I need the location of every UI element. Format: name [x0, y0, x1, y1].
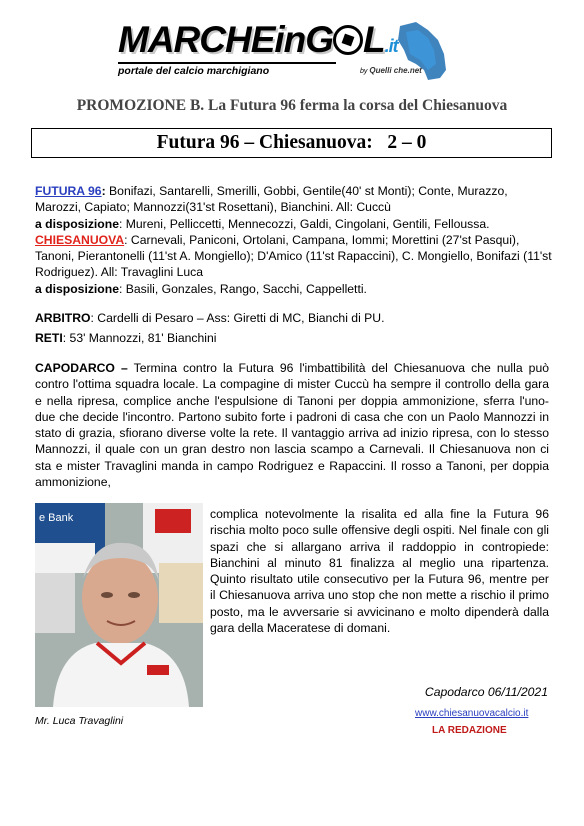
logo-by-prefix: by	[360, 68, 368, 75]
goals-label: RETI	[35, 331, 63, 345]
logo-by-brand: Quelli che.net	[369, 66, 422, 75]
editorial-signature: LA REDAZIONE	[432, 725, 507, 736]
site-logo[interactable]	[112, 18, 442, 77]
home-team-name: FUTURA 96	[35, 184, 102, 198]
away-bench	[35, 281, 555, 297]
away-players: : Carnevali, Paniconi, Ortolani, Campana, Iommi; Morettini (27'st Pasqui), Tanoni, Pierantonelli (11'st A. Mongiello); D'Amico (11'st Rapaccini), C. Mongiello, Bonifazi (11'st Rodriguez). All: Travaglini Luca	[35, 232, 552, 280]
match-officials	[35, 310, 555, 350]
article-side-text: complica notevolmente la risalita ed alla fine la Futura 96 rischia molto poco sulle offensive degli ospiti. Nel finale con gli spazi che si allargano arriva il raddoppio in contropiede: Bianchini al minuto 81 finalizza al meglio una ripartenza. Quinto risultato utile consecutivo per la Futura 96, mentre per il Chiesanuova arriva uno stop che non mette a rischio il primo posto, ma le avversarie si avvicinano e molto dipenderà dalla gara della Maceratese di domani.	[210, 507, 549, 635]
away-bench-players: : Basili, Gonzales, Rango, Sacchi, Cappelletti.	[118, 281, 367, 296]
home-lineup	[35, 183, 555, 216]
photo-caption: Mr. Luca Travaglini	[35, 715, 124, 727]
home-team-colon: :	[101, 184, 106, 198]
coach-photo	[35, 503, 203, 707]
logo-tld: .it	[384, 36, 398, 56]
lineups	[35, 183, 555, 297]
article-body	[35, 360, 549, 490]
article-dateline: Capodarco 06/11/2021	[424, 685, 548, 699]
article-text-top: Termina contro la Futura 96 l'imbattibilità del Chiesanuova che nulla può contro l'ottima squadra locale. La compagine di mister Cuccù ha sempre il controllo della gara e nella ripresa, complice anche l'espulsione di Tanoni per doppia ammonizione, sferra l'uno-due che decide l'incontro. Partono subito forte i padroni di casa che con un Paolo Mannozzi in stato di grazia, sfiorano diverse volte la rete. Il vantaggio arriva ad inizio ripresa, con lo stesso Mannozzi, il quale con un gran destro non lascia scampo a Carnevali. Il Chiesanuova non ci sta e mister Travaglini manda in campo Rodriguez e Rapaccini. Il rosso a Tanoni, per doppia ammonizione,	[35, 361, 550, 489]
photo-banner-text: e Bank	[39, 512, 74, 524]
website-link[interactable]: www.chiesanuovacalcio.it	[415, 708, 529, 719]
logo-name: MARCHEinG	[118, 19, 334, 60]
away-lineup	[35, 232, 555, 281]
logo-wordmark	[118, 18, 398, 68]
logo-by	[360, 66, 422, 75]
referee-line	[35, 310, 555, 326]
home-bench-players: : Mureni, Pelliccetti, Mennecozzi, Galdi, Cingolani, Gentili, Felloussa.	[118, 216, 490, 231]
away-team-name: CHIESANUOVA	[35, 232, 125, 247]
article-dateline-place: CAPODARCO –	[35, 361, 128, 375]
referee-label: ARBITRO	[35, 311, 91, 325]
away-bench-label: a disposizione	[35, 281, 119, 296]
home-players: Bonifazi, Santarelli, Smerilli, Gobbi, Gentile(40' st Monti); Conte, Murazzo, Marozzi, Capiato; Mannozzi(31'st Rosettani), Bianchini. All: Cuccù	[35, 184, 508, 215]
home-bench	[35, 216, 555, 232]
logo-name-end: L	[363, 19, 385, 60]
match-score-title: Futura 96 – Chiesanuova: 2 – 0	[31, 128, 552, 158]
goals-line	[35, 330, 555, 346]
coach-portrait-image	[35, 503, 203, 707]
article-paragraph	[35, 360, 549, 490]
logo-tagline: portale del calcio marchigiano	[118, 62, 336, 77]
page-headline: PROMOZIONE B. La Futura 96 ferma la corsa del Chiesanuova	[76, 97, 508, 114]
football-icon	[333, 25, 363, 55]
referee-value: : Cardelli di Pesaro – Ass: Giretti di MC, Bianchi di PU.	[90, 311, 385, 325]
home-bench-label: a disposizione	[35, 216, 119, 231]
goals-value: : 53' Mannozzi, 81' Bianchini	[62, 331, 217, 345]
